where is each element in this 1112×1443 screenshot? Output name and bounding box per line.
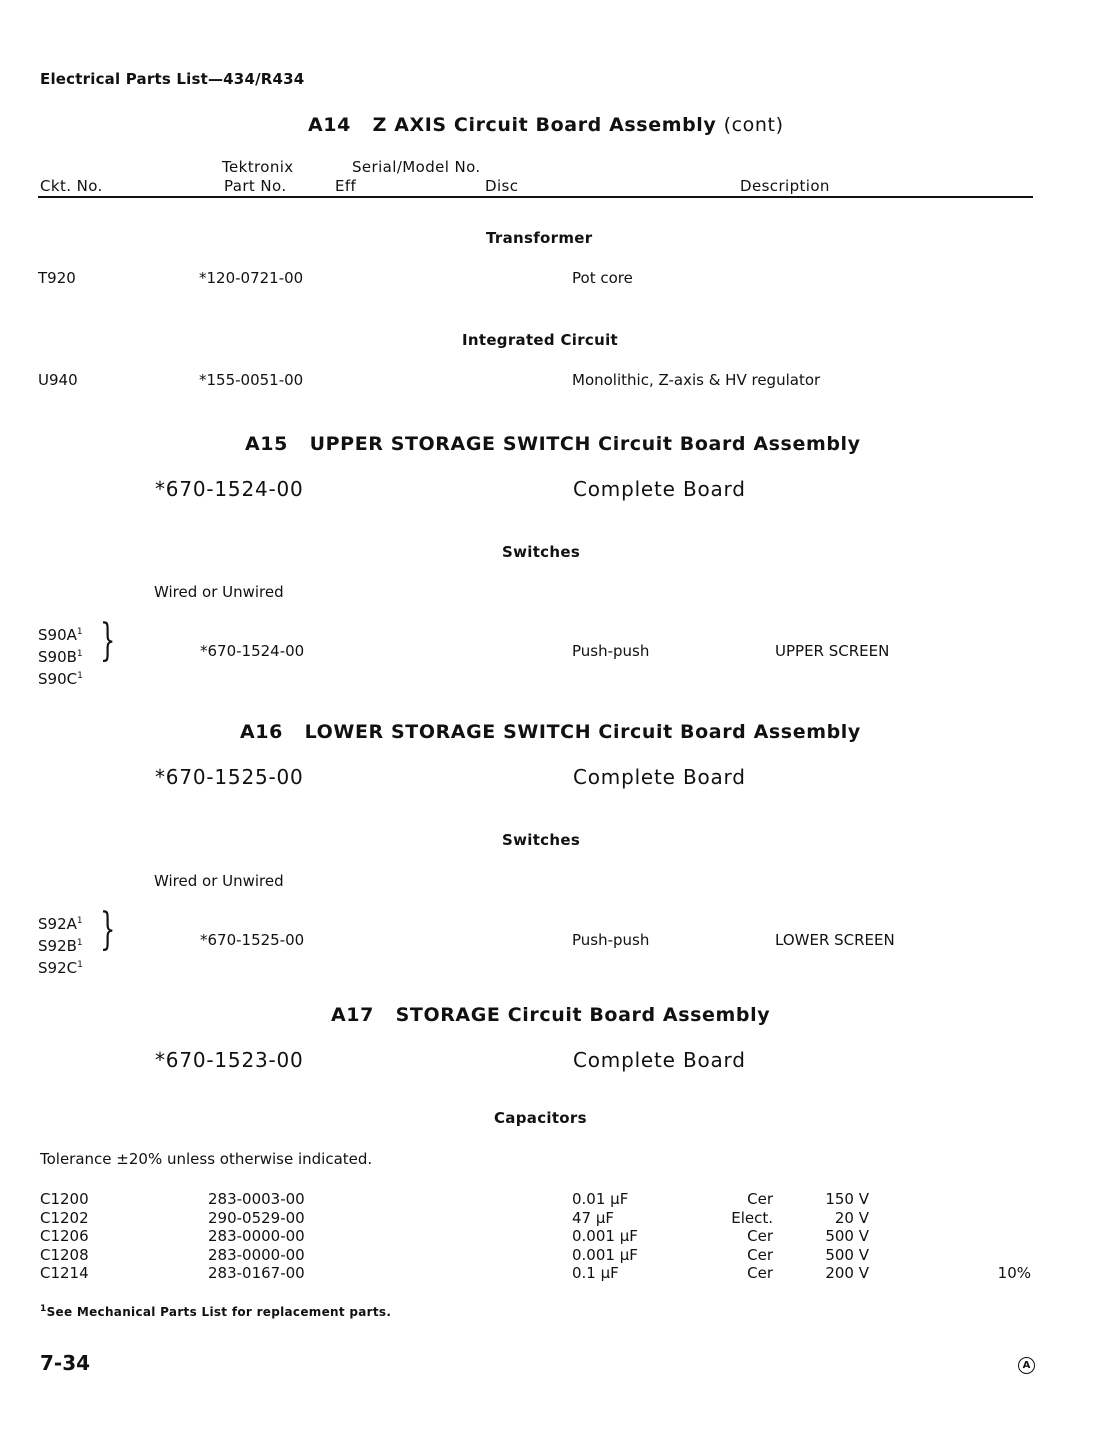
cap-type: Cer	[747, 1264, 773, 1282]
col-serial-model: Serial/Model No.	[352, 158, 481, 176]
a16-brace: }	[100, 904, 116, 955]
a14-title-line	[308, 114, 784, 136]
t920-ckt: T920	[38, 269, 76, 287]
a16-title: LOWER STORAGE SWITCH Circuit Board Assembly	[304, 721, 861, 743]
s90a-ckt: $S90A^1$	[38, 626, 83, 644]
s90b-ckt: $S90B^1$	[38, 648, 83, 666]
cap-part: 290-0529-00	[208, 1208, 305, 1227]
a15-board-part: *670-1524-00	[155, 477, 304, 501]
page-number: 7-34	[40, 1351, 91, 1375]
cap-ckt: C1206	[40, 1227, 89, 1245]
a16-ckt-group	[38, 912, 83, 978]
a15-brace: }	[100, 615, 116, 666]
cap-type: Cer	[747, 1227, 773, 1245]
tolerance-note: Tolerance ±20% unless otherwise indicated.	[40, 1150, 373, 1168]
cap-value: 0.01 μF	[572, 1190, 629, 1208]
col-eff: Eff	[335, 177, 357, 195]
a17-title: STORAGE Circuit Board Assembly	[395, 1004, 771, 1026]
cap-type: Elect.	[731, 1208, 773, 1227]
a15-desc2: UPPER SCREEN	[775, 642, 890, 660]
cap-type: Cer	[747, 1190, 773, 1208]
cap-voltage: 500 V	[825, 1227, 869, 1245]
a16-code: A16	[240, 721, 283, 743]
a15-desc: Push-push	[572, 642, 650, 660]
a15-switches-heading: Switches	[502, 543, 581, 561]
s92b-ckt: $S92B^1$	[38, 937, 83, 955]
cap-voltage: 20 V	[834, 1208, 869, 1227]
cap-value: 0.001 μF	[572, 1227, 638, 1245]
col-description: Description	[740, 177, 830, 195]
a16-board-desc: Complete Board	[573, 765, 746, 789]
revision-mark-icon: A	[1018, 1357, 1035, 1374]
cap-voltage: 150 V	[825, 1190, 869, 1208]
a16-desc: Push-push	[572, 931, 650, 949]
footnote-text: See Mechanical Parts List for replacement parts.	[46, 1305, 392, 1319]
a16-wired: Wired or Unwired	[154, 872, 284, 890]
t920-part: *120-0721-00	[199, 269, 304, 287]
ic-heading: Integrated Circuit	[462, 331, 618, 349]
footnote-mark: 1	[40, 1304, 47, 1314]
a15-title-line	[245, 433, 861, 455]
col-part-no: Part No.	[224, 177, 287, 195]
col-tektronix: Tektronix	[222, 158, 294, 176]
header-rule	[38, 196, 1033, 198]
cap-part: 283-0003-00	[208, 1190, 305, 1208]
footnote	[40, 1304, 391, 1319]
a15-board-desc: Complete Board	[573, 477, 746, 501]
a16-title-line	[240, 721, 861, 743]
a16-desc2: LOWER SCREEN	[775, 931, 895, 949]
a17-code: A17	[331, 1004, 374, 1026]
cap-part: 283-0000-00	[208, 1227, 305, 1245]
a14-cont: (cont)	[723, 114, 784, 136]
a17-board-part: *670-1523-00	[155, 1048, 304, 1072]
u940-ckt: U940	[38, 371, 78, 389]
cap-part: 283-0167-00	[208, 1264, 305, 1282]
a17-title-line	[331, 1004, 770, 1026]
cap-value: 47 μF	[572, 1208, 615, 1227]
capacitors-heading: Capacitors	[494, 1109, 587, 1127]
cap-value: 0.1 μF	[572, 1264, 619, 1282]
cap-part: 283-0000-00	[208, 1245, 305, 1264]
transformer-heading: Transformer	[486, 229, 593, 247]
a14-code: A14	[308, 114, 351, 136]
cap-value: 0.001 μF	[572, 1245, 638, 1264]
page-header: Electrical Parts List—434/R434	[40, 70, 305, 88]
s90c-ckt: $S90C^1$	[38, 670, 83, 688]
cap-ckt: C1200	[40, 1190, 89, 1208]
u940-part: *155-0051-00	[199, 371, 304, 389]
col-ckt-no: Ckt. No.	[40, 177, 103, 195]
cap-ckt: C1208	[40, 1245, 89, 1264]
cap-ckt: C1214	[40, 1264, 89, 1282]
a15-ckt-group	[38, 623, 83, 689]
a15-code: A15	[245, 433, 288, 455]
col-disc: Disc	[485, 177, 519, 195]
cap-type: Cer	[747, 1245, 773, 1264]
s92c-ckt: $S92C^1$	[38, 959, 83, 977]
u940-desc: Monolithic, Z-axis & HV regulator	[572, 371, 821, 389]
a14-title: Z AXIS Circuit Board Assembly	[372, 114, 717, 136]
a15-part: *670-1524-00	[200, 642, 305, 660]
cap-voltage: 200 V	[825, 1264, 869, 1282]
a15-wired: Wired or Unwired	[154, 583, 284, 601]
a16-switches-heading: Switches	[502, 831, 581, 849]
a17-board-desc: Complete Board	[573, 1048, 746, 1072]
a16-board-part: *670-1525-00	[155, 765, 304, 789]
t920-desc: Pot core	[572, 269, 633, 287]
a16-part: *670-1525-00	[200, 931, 305, 949]
cap-tolerance: 10%	[997, 1264, 1031, 1282]
s92a-ckt: $S92A^1$	[38, 915, 83, 933]
cap-ckt: C1202	[40, 1208, 89, 1227]
cap-voltage: 500 V	[825, 1245, 869, 1264]
a15-title: UPPER STORAGE SWITCH Circuit Board Assembly	[309, 433, 861, 455]
